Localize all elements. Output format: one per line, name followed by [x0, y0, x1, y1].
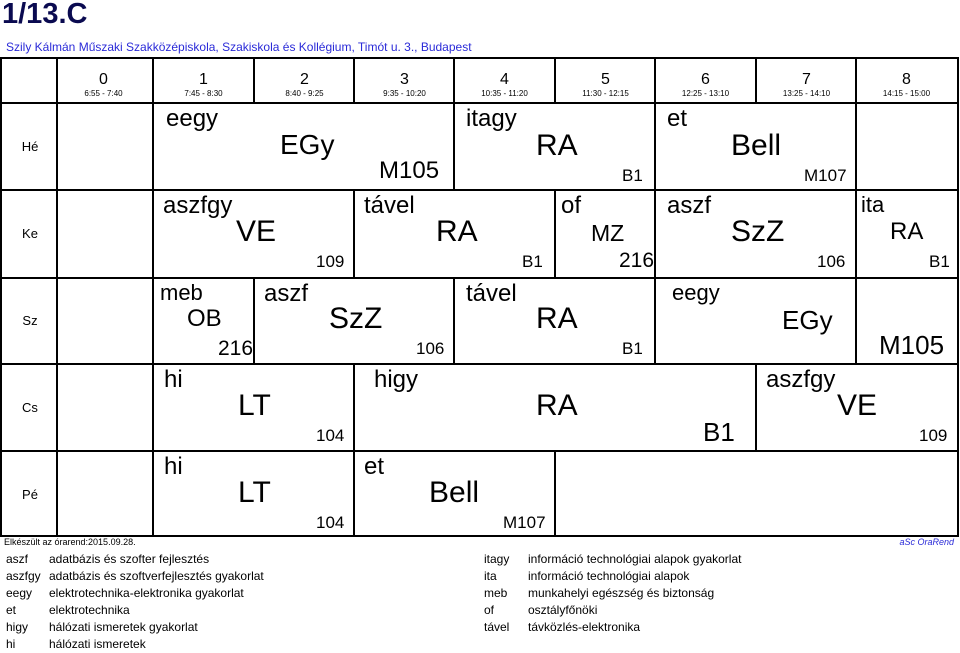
lesson-subject: LT	[238, 389, 271, 422]
legend-full: osztályfőnöki	[528, 603, 598, 617]
legend-abbr: ita	[484, 569, 497, 583]
period-number: 7	[802, 71, 811, 88]
lesson-short: of	[561, 192, 582, 219]
legend-abbr: et	[6, 603, 17, 617]
lesson-room: M105	[879, 330, 945, 360]
lesson-subject: MZ	[591, 220, 625, 246]
period-header-3	[354, 71, 455, 99]
period-number: 6	[701, 71, 710, 88]
lesson-short: eegy	[166, 105, 219, 132]
lesson-room: M107	[804, 166, 847, 185]
legend-abbr: of	[484, 603, 495, 617]
legend-abbr: higy	[6, 620, 29, 634]
school-name: Szily Kálmán Műszaki Szakközépiskola, Szakiskola és Kollégium, Timót u. 3., Budapest	[6, 40, 472, 54]
legend-abbr: eegy	[6, 586, 33, 600]
period-header-7	[756, 71, 857, 99]
period-number: 1	[199, 71, 208, 88]
lesson-short: et	[364, 453, 385, 480]
lesson-subject: SzZ	[731, 215, 785, 248]
period-time: 9:35 - 10:20	[383, 89, 426, 98]
legend-full: elektrotechnika	[49, 603, 130, 617]
day-label-pe: Pé	[22, 487, 38, 502]
period-header-5	[555, 71, 656, 99]
legend-abbr: meb	[484, 586, 508, 600]
lesson-short: meb	[160, 280, 203, 305]
lesson-subject: RA	[536, 302, 578, 335]
lesson-room: 216	[619, 249, 655, 272]
legend-full: adatbázis és szofter fejlesztés	[49, 552, 210, 566]
lesson-room: B1	[622, 166, 643, 185]
period-number: 8	[902, 71, 911, 88]
day-label-ke: Ke	[22, 226, 38, 241]
lesson-subject: RA	[436, 215, 478, 248]
lesson-short: aszfgy	[163, 192, 233, 219]
lesson-short: eegy	[672, 280, 720, 305]
period-header-6	[655, 71, 756, 99]
legend-abbr: hi	[6, 637, 16, 651]
lesson-room: 104	[316, 426, 345, 445]
lesson-subject: LT	[238, 476, 271, 509]
legend-full: információ technológiai alapok gyakorlat	[528, 552, 742, 566]
lesson-room: M107	[503, 513, 546, 532]
lesson-subject: VE	[837, 389, 878, 422]
period-time: 13:25 - 14:10	[782, 89, 831, 98]
lesson-room: B1	[703, 417, 735, 447]
lesson-room: B1	[522, 252, 543, 271]
legend-full: munkahelyi egészség és biztonság	[528, 586, 715, 600]
period-number: 3	[400, 71, 409, 88]
period-time: 7:45 - 8:30	[184, 89, 223, 98]
lesson-short: higy	[374, 366, 419, 393]
lesson-room: B1	[929, 252, 950, 271]
lesson-room: 109	[919, 426, 948, 445]
period-header-8	[856, 71, 957, 99]
lesson-subject: Bell	[731, 129, 782, 162]
period-number: 5	[601, 71, 610, 88]
legend-full: elektrotechnika-elektronika gyakorlat	[49, 586, 244, 600]
lesson-subject: RA	[890, 218, 924, 245]
lesson-short: ita	[861, 192, 885, 217]
lesson-subject: RA	[536, 129, 578, 162]
period-header-0	[53, 71, 154, 99]
lesson-room: 106	[817, 252, 846, 271]
legend-full: adatbázis és szoftverfejlesztés gyakorlat	[49, 569, 264, 583]
lesson-room: M105	[379, 157, 440, 184]
lesson-short: hi	[164, 453, 183, 480]
lesson-subject: SzZ	[329, 302, 383, 335]
lesson-subject: Bell	[429, 476, 480, 509]
period-number: 0	[99, 71, 108, 88]
period-time: 12:25 - 13:10	[681, 89, 730, 98]
lesson-short: aszf	[667, 192, 712, 219]
lesson-subject: VE	[236, 215, 277, 248]
brand-label: aSc OraRend	[899, 537, 954, 547]
legend-abbr: tável	[484, 620, 510, 634]
day-label-cs: Cs	[22, 400, 38, 415]
lesson-short: tável	[364, 192, 415, 219]
lesson-subject: RA	[536, 389, 578, 422]
lesson-short: aszf	[264, 280, 309, 307]
lesson-room: 106	[416, 339, 445, 358]
period-header-4	[454, 71, 555, 99]
legend-full: távközlés-elektronika	[528, 620, 641, 634]
lesson-short: et	[667, 105, 688, 132]
lesson-short: hi	[164, 366, 183, 393]
lesson-subject: OB	[187, 305, 222, 332]
lesson-short: aszfgy	[766, 366, 836, 393]
lesson-room: 109	[316, 252, 345, 271]
legend-full: hálózati ismeretek gyakorlat	[49, 620, 198, 634]
period-time: 6:55 - 7:40	[84, 89, 123, 98]
legend-full: információ technológiai alapok	[528, 569, 690, 583]
lesson-room: 216	[218, 337, 254, 360]
generated-date: Elkészült az órarend:2015.09.28.	[4, 537, 136, 547]
lesson-room: B1	[622, 339, 643, 358]
legend-abbr: itagy	[484, 552, 510, 566]
page-title: 1/13.C	[2, 0, 88, 30]
lesson-short: itagy	[466, 105, 517, 132]
period-time: 14:15 - 15:00	[882, 89, 931, 98]
period-time: 11:30 - 12:15	[582, 89, 629, 98]
legend-full: hálózati ismeretek	[49, 637, 146, 651]
lesson-room: 104	[316, 513, 345, 532]
period-header-1	[153, 71, 254, 99]
legend-abbr: aszf	[6, 552, 29, 566]
period-time: 10:35 - 11:20	[481, 89, 528, 98]
lesson-short: tável	[466, 280, 517, 307]
day-label-sz: Sz	[22, 313, 38, 328]
period-header-2	[254, 71, 355, 99]
lesson-subject: EGy	[280, 129, 335, 160]
legend-abbr: aszfgy	[6, 569, 41, 583]
period-number: 2	[300, 71, 309, 88]
lesson-subject: EGy	[782, 305, 833, 335]
period-time: 8:40 - 9:25	[285, 89, 324, 98]
period-number: 4	[500, 71, 509, 88]
day-label-he: Hé	[21, 139, 39, 154]
